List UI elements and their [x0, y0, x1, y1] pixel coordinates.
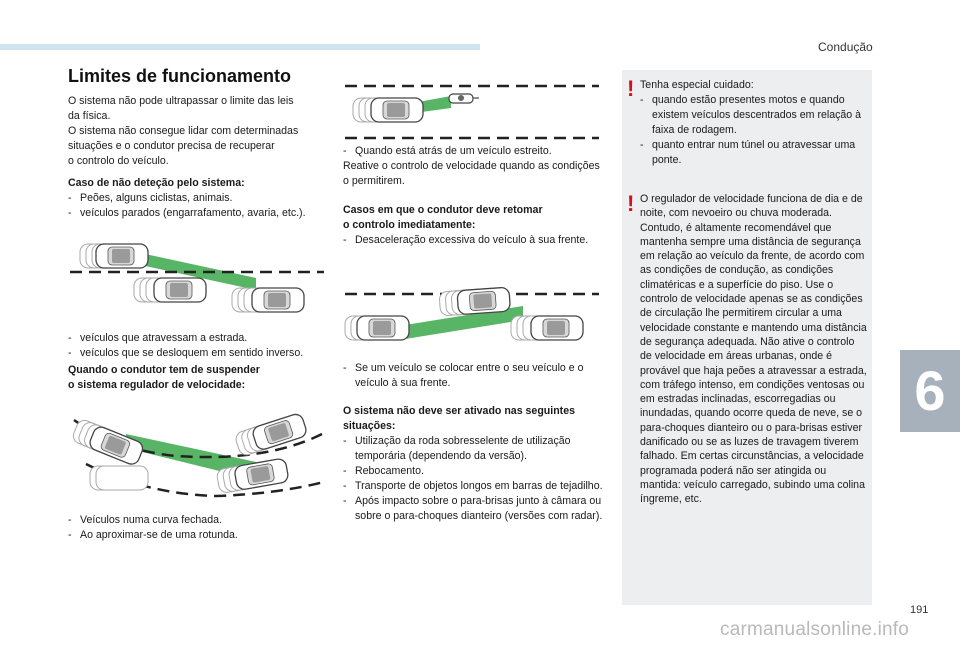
intro-line: o controlo do veículo. — [68, 155, 169, 167]
regulator-note: O regulador de velocidade funciona de dia e de noite, com nevoeiro ou chuva moderada. Contudo, é altamente recomendável que mantenha sempre uma distância de segurança em relação ao veículo da frente, de acordo com as condições de condução, as condições climatéricas e a superfície do piso. Use o controlo de velocidade apenas se as condições de circulação lhe permitirem circular a uma velocidade constante e mantendo uma distância de segurança adequada. Não ative o controlo de velocidade em áreas urbanas, onde é provável que haja peões a atravessar a estrada, com tráfego intenso, em condições ventosas ou em estradas inclinadas, escorregadias ou inundadas, quando ocorre queda de neve, se o para-choques dianteiro ou o para-brisas estiver danificado ou se as luzes de travagem tiverem falhado. Em certas circunstâncias, a velocidade programada poderá não ser atingida ou mantida: veículo carregado, subindo uma colina íngreme, etc. — [640, 193, 867, 506]
list-item: - veículos que atravessam a estrada. — [68, 332, 248, 344]
section-title: Condução — [818, 40, 873, 54]
list-item: - Peões, alguns ciclistas, animais. — [68, 192, 233, 204]
vehicle-icon — [154, 278, 206, 302]
list-item: - Utilização da roda sobresselente de utilização temporária (dependendo da versão). — [343, 435, 571, 462]
list-item: - Desaceleração excessiva do veículo à sua frente. — [343, 234, 589, 246]
list-item: - quanto entrar num túnel ou atravessar uma ponte. — [640, 139, 856, 166]
intro-text — [68, 94, 328, 169]
list-item: - Se um veículo se colocar entre o seu veículo e o veículo à sua frente. — [343, 362, 584, 389]
header-accent-bar — [0, 44, 480, 50]
vehicle-icon — [96, 244, 148, 268]
illustration-curve — [66, 404, 328, 504]
list-item: - quando estão presentes motos e quando existem veículos descentrados em relação à faixa de rodagem. — [640, 94, 862, 136]
no-detection-section — [68, 176, 330, 221]
vehicle-icon — [371, 98, 423, 122]
page-number: 191 — [910, 604, 929, 616]
not-activate-heading: O sistema não deve ser ativado nas seguintes situações: — [343, 405, 575, 432]
list-item: - Transporte de objetos longos em barras de tejadilho. — [343, 480, 603, 492]
list-item: - Após impacto sobre o para-brisas junto à câmara ou sobre o para-choques dianteiro (versões com radar). — [343, 495, 603, 522]
page-title: Limites de funcionamento — [68, 66, 292, 86]
narrow-vehicle-text — [343, 144, 605, 189]
crossing-list — [68, 331, 330, 361]
vehicle-icon — [252, 288, 304, 312]
intro-line: situações e o condutor precisa de recuperar — [68, 140, 275, 152]
motorcycle-icon — [449, 94, 479, 103]
vehicle-icon — [457, 287, 511, 315]
reactivate-text: Reative o controlo de velocidade quando as condições o permitirem. — [343, 160, 600, 187]
list-item: - Ao aproximar-se de uma rotunda. — [68, 529, 238, 541]
list-item: - Quando está atrás de um veículo estreito. — [343, 145, 552, 157]
chapter-tab — [900, 350, 960, 432]
care-note — [640, 78, 868, 168]
vehicle-icon — [251, 412, 308, 451]
illustration-stopped-vehicles — [66, 234, 328, 324]
no-detection-heading: Caso de não deteção pelo sistema: — [68, 177, 245, 189]
suspend-heading: Quando o condutor tem de suspender o sistema regulador de velocidade: — [68, 364, 260, 391]
vehicle-icon — [531, 316, 583, 340]
cut-in-list — [343, 361, 605, 391]
intro-line: da física. — [68, 110, 111, 122]
retake-section: Casos em que o condutor deve retomar o controlo imediatamente: - Desaceleração excessiva do veículo à sua frente. — [343, 203, 605, 248]
intro-line: O sistema não pode ultrapassar o limite das leis — [68, 95, 294, 107]
care-heading: Tenha especial cuidado: — [640, 79, 754, 91]
not-activate-section — [343, 404, 605, 524]
illustration-cut-in — [343, 286, 603, 350]
list-item: - veículos que se desloquem em sentido inverso. — [68, 347, 304, 359]
watermark: carmanualsonline.info — [720, 619, 910, 640]
chapter-number: 6 — [914, 359, 946, 422]
list-item: - Veículos numa curva fechada. — [68, 514, 222, 526]
warning-icon: ! — [627, 76, 635, 101]
illustration-narrow-vehicle — [343, 80, 603, 146]
list-item: - veículos parados (engarrafamento, avaria, etc.). — [68, 207, 306, 219]
suspend-list — [68, 513, 330, 543]
intro-line: O sistema não consegue lidar com determinadas — [68, 125, 299, 137]
vehicle-icon — [88, 425, 145, 467]
warning-icon: ! — [627, 191, 635, 216]
list-item: - Rebocamento. — [343, 465, 424, 477]
vehicle-icon — [357, 316, 409, 340]
